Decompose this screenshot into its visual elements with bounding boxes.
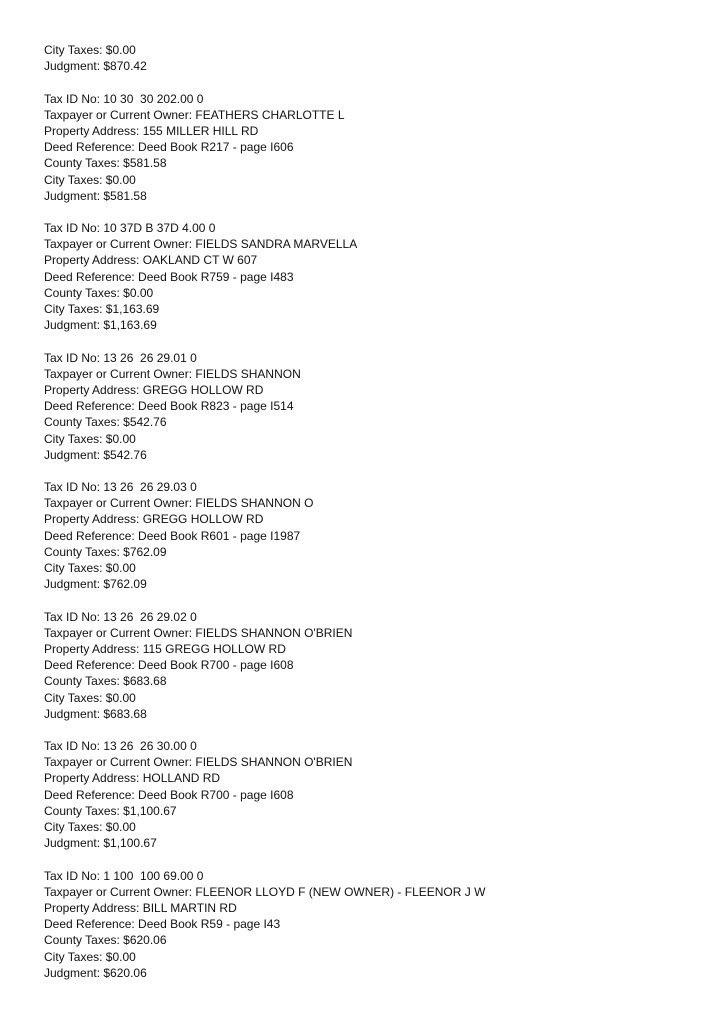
- document-page: [44, 42, 704, 981]
- deed-reference-line: Deed Reference: Deed Book R700 - page I608: [44, 787, 294, 802]
- tax-id-line: Tax ID No: 10 37D B 37D 4.00 0: [44, 221, 216, 236]
- tax-record: [44, 91, 704, 204]
- deed-reference-line: Deed Reference: Deed Book R59 - page I43: [44, 917, 281, 932]
- county-taxes-line: County Taxes: $542.76: [44, 415, 167, 430]
- county-taxes-line: County Taxes: $0.00: [44, 285, 154, 300]
- judgment-line: Judgment: $1,163.69: [44, 318, 157, 333]
- tax-record: [44, 738, 704, 851]
- deed-reference-line: Deed Reference: Deed Book R759 - page I483: [44, 269, 294, 284]
- carryover-record: [44, 42, 704, 74]
- owner-line: Taxpayer or Current Owner: FIELDS SHANNON: [44, 366, 301, 381]
- owner-line: Taxpayer or Current Owner: FIELDS SHANNON O: [44, 496, 314, 511]
- owner-line: Taxpayer or Current Owner: FEATHERS CHARLOTTE L: [44, 107, 345, 122]
- owner-line: Taxpayer or Current Owner: FIELDS SANDRA MARVELLA: [44, 237, 358, 252]
- county-taxes-line: County Taxes: $581.58: [44, 156, 167, 171]
- owner-line: Taxpayer or Current Owner: FLEENOR LLOYD F (NEW OWNER) - FLEENOR J W: [44, 884, 486, 899]
- property-address-line: Property Address: HOLLAND RD: [44, 771, 221, 786]
- tax-id-line: Tax ID No: 13 26 26 29.01 0: [44, 350, 197, 365]
- city-taxes-line: City Taxes: $0.00: [44, 43, 136, 57]
- property-address-line: Property Address: 155 MILLER HILL RD: [44, 123, 259, 138]
- tax-record: [44, 609, 704, 722]
- tax-record: [44, 868, 704, 981]
- owner-line: Taxpayer or Current Owner: FIELDS SHANNON O'BRIEN: [44, 625, 353, 640]
- property-address-line: Property Address: 115 GREGG HOLLOW RD: [44, 641, 286, 656]
- tax-id-line: Tax ID No: 13 26 26 29.02 0: [44, 609, 197, 624]
- city-taxes-line: City Taxes: $0.00: [44, 949, 136, 964]
- tax-id-line: Tax ID No: 13 26 26 29.03 0: [44, 480, 197, 495]
- judgment-line: Judgment: $870.42: [44, 59, 147, 74]
- city-taxes-line: City Taxes: $0.00: [44, 431, 136, 446]
- city-taxes-line: City Taxes: $0.00: [44, 561, 136, 575]
- county-taxes-line: County Taxes: $683.68: [44, 674, 167, 689]
- tax-id-line: Tax ID No: 13 26 26 30.00 0: [44, 739, 197, 754]
- deed-reference-line: Deed Reference: Deed Book R217 - page I606: [44, 140, 294, 155]
- property-address-line: Property Address: OAKLAND CT W 607: [44, 253, 258, 268]
- tax-record: [44, 479, 704, 592]
- tax-id-line: Tax ID No: 10 30 30 202.00 0: [44, 91, 204, 106]
- judgment-line: Judgment: $542.76: [44, 447, 147, 462]
- city-taxes-line: City Taxes: $0.00: [44, 690, 136, 705]
- tax-record: [44, 220, 704, 333]
- county-taxes-line: County Taxes: $620.06: [44, 933, 167, 948]
- judgment-line: Judgment: $620.06: [44, 965, 147, 980]
- property-address-line: Property Address: BILL MARTIN RD: [44, 900, 237, 915]
- tax-record: [44, 350, 704, 463]
- deed-reference-line: Deed Reference: Deed Book R601 - page I1987: [44, 528, 301, 543]
- city-taxes-line: City Taxes: $1,163.69: [44, 302, 160, 316]
- deed-reference-line: Deed Reference: Deed Book R823 - page I514: [44, 399, 294, 414]
- property-address-line: Property Address: GREGG HOLLOW RD: [44, 512, 264, 527]
- judgment-line: Judgment: $1,100.67: [44, 836, 157, 851]
- property-address-line: Property Address: GREGG HOLLOW RD: [44, 382, 264, 397]
- judgment-line: Judgment: $581.58: [44, 188, 147, 203]
- county-taxes-line: County Taxes: $762.09: [44, 544, 167, 559]
- judgment-line: Judgment: $762.09: [44, 577, 147, 592]
- city-taxes-line: City Taxes: $0.00: [44, 820, 136, 834]
- deed-reference-line: Deed Reference: Deed Book R700 - page I608: [44, 658, 294, 673]
- owner-line: Taxpayer or Current Owner: FIELDS SHANNON O'BRIEN: [44, 755, 353, 770]
- city-taxes-line: City Taxes: $0.00: [44, 172, 136, 187]
- tax-id-line: Tax ID No: 1 100 100 69.00 0: [44, 868, 204, 883]
- county-taxes-line: County Taxes: $1,100.67: [44, 803, 177, 818]
- judgment-line: Judgment: $683.68: [44, 706, 147, 721]
